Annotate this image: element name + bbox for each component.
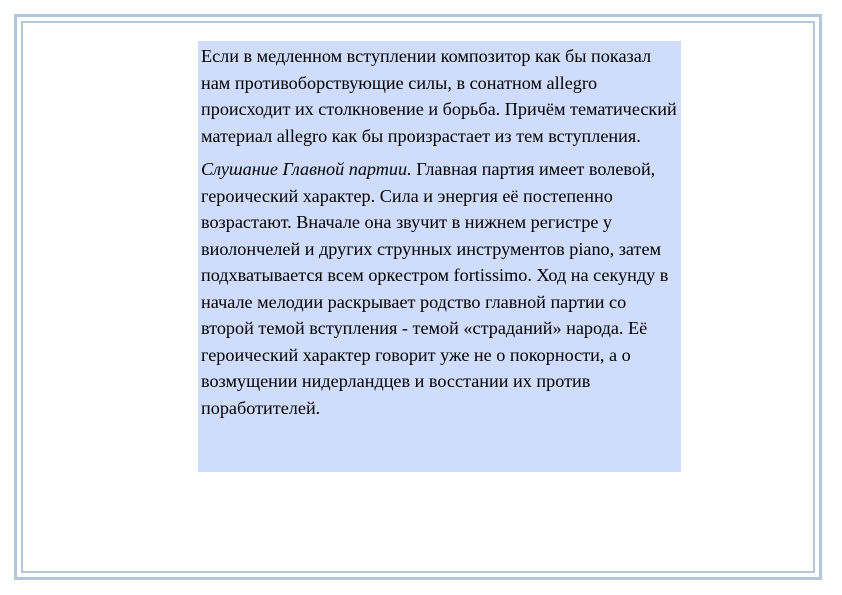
paragraph-2-body: Главная партия имеет волевой, героический характер. Сила и энергия её постепенно возрастают. Вначале она звучит в нижнем регистре у виолончелей и других струнных инструментов piano, затем подхватывается всем оркестром fortissimo. Ход на секунду в начале мелодии раскрывает родство главной партии со второй темой вступления - темой «страданий» народа. Её героический характер говорит уже не о покорности, а о возмущении нидерландцев и восстании их против поработителей. [201,159,669,418]
paragraph-2 [201,156,677,421]
paragraph-2-lead: Слушание Главной партии. [201,159,412,179]
paragraph-1: Если в медленном вступлении композитор как бы показал нам противоборствующие силы, в сонатном allegro происходит их столкновение и борьба. Причём тематический материал allegro как бы произрастает из тем вступления. [201,46,677,146]
text-box [198,41,681,472]
